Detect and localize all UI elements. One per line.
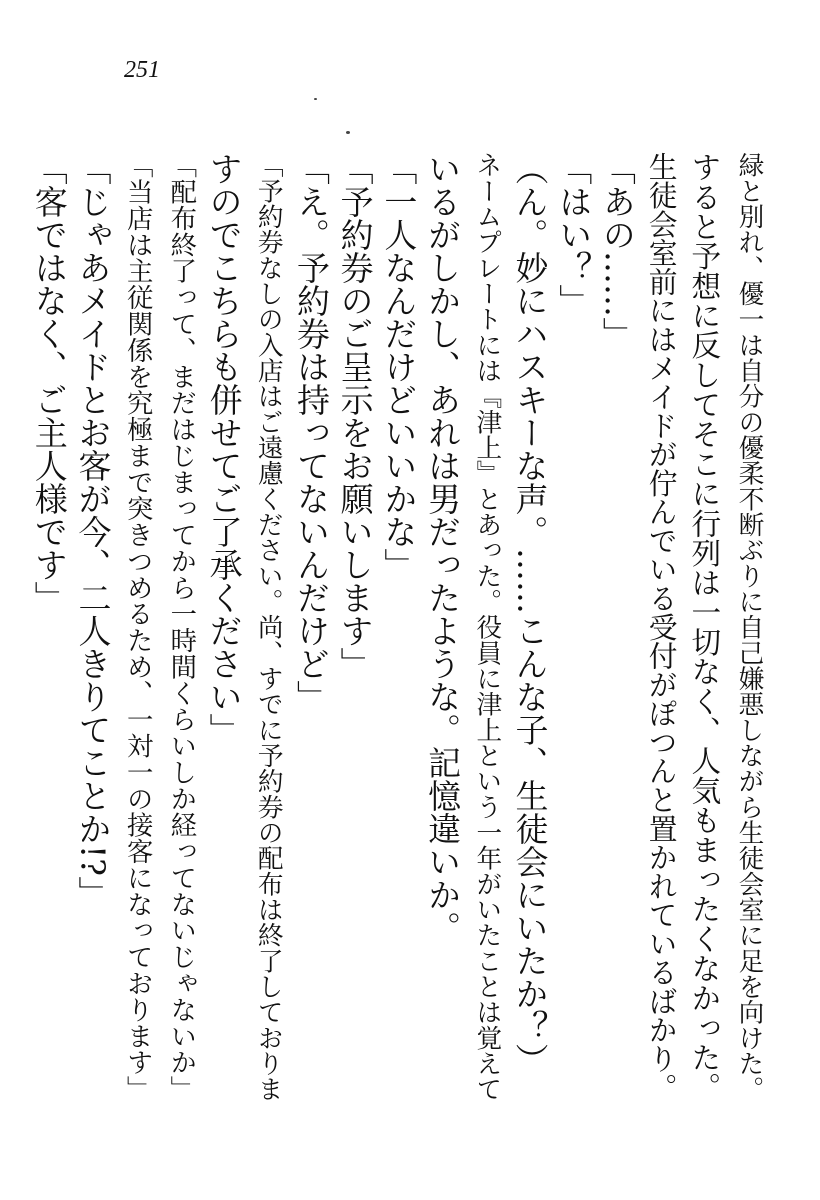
text-line: 「予約券なしの入店はご遠慮ください。尚、すでに予約券の配布は終了しておりま xyxy=(253,152,284,1102)
text-line: 「予約券のご呈示をお願いします」 xyxy=(335,152,375,680)
text-line: 「はい？」 xyxy=(554,152,594,317)
text-line: 「一人なんだけどいいかな」 xyxy=(379,152,419,581)
text-line: 「配布終了って、まだはじまってから一時間くらいしか経ってないじゃないか」 xyxy=(165,152,196,1102)
text-line: 「当店は主従関係を究極まで突きつめるため、一対一の接客になっております」 xyxy=(122,152,153,1102)
text-line: 「え。予約券は持ってないんだけど」 xyxy=(291,152,331,713)
text-line: ネームプレートには『津上』とあった。役員に津上という一年がいたことは覚えて xyxy=(471,152,502,1102)
print-speck xyxy=(346,131,350,134)
text-line: すのでこちらも併せてご了承ください」 xyxy=(204,152,244,746)
text-line: （ん。妙にハスキーな声。……こんな子、生徒会にいたか？） xyxy=(510,152,550,1076)
text-line: 生徒会室前にはメイドが佇んでいる受付がぽつんと置かれているばかり。 xyxy=(644,152,679,1102)
text-line: すると予想に反してそこに行列は一切なく、人気もまったくなかった。 xyxy=(687,152,723,1102)
text-line: 「客ではなく、ご主人様です」 xyxy=(29,152,69,614)
body-text xyxy=(29,152,770,1102)
text-line: 「あの……」 xyxy=(597,152,637,350)
print-speck xyxy=(314,98,317,100)
text-line: 「じゃあメイドとお客が今、二人きりてことか!?」 xyxy=(73,152,113,909)
text-line: いるがしかし、あれは男だったような。記憶違いか。 xyxy=(423,152,463,944)
page-number: 251 xyxy=(124,57,160,83)
text-line: 緑と別れ、優一は自分の優柔不断ぶりに自己嫌悪しながら生徒会室に足を向けた。 xyxy=(734,152,764,1102)
